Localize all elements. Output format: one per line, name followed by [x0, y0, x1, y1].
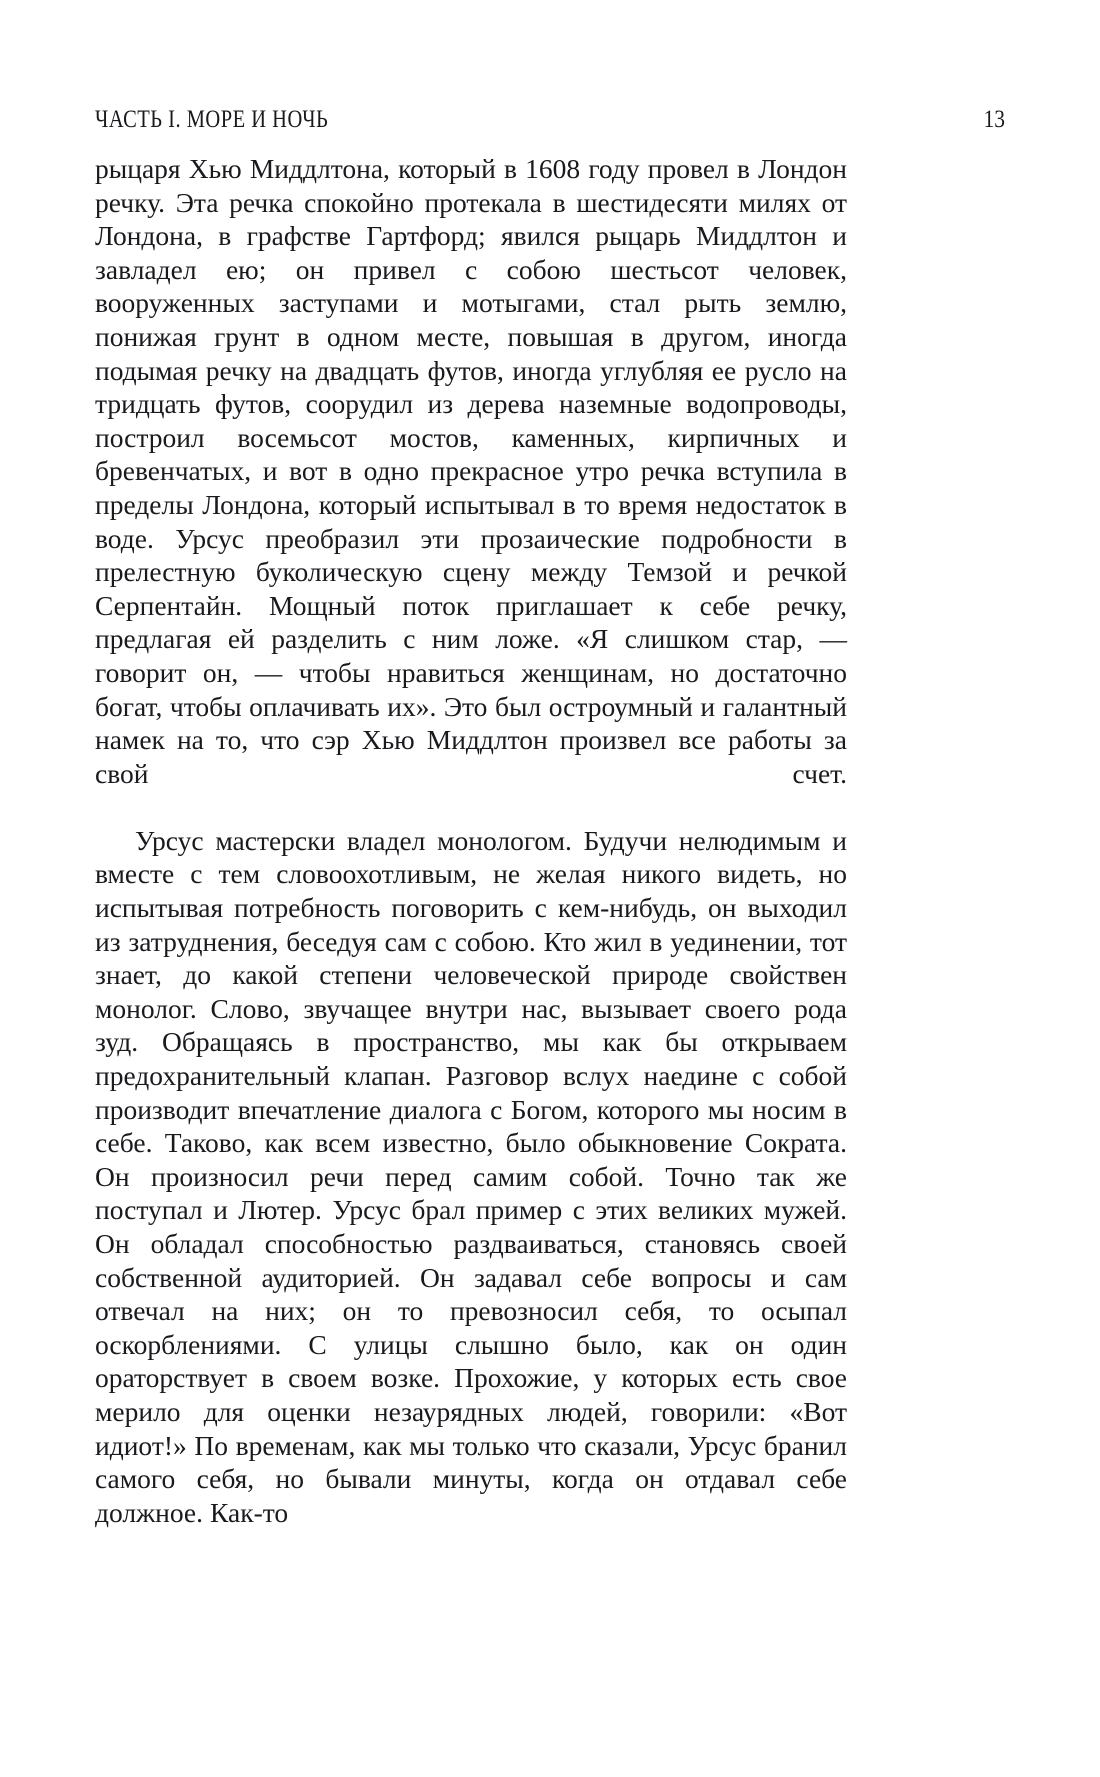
running-head	[95, 105, 1005, 139]
paragraph-ursus-monologue: Урсус мастерски владел монологом. Будучи нелюдимым и вместе с тем словоохотливым, не желая никого видеть, но испытывая потребность поговорить с кем-нибудь, он выходил из затруднения, беседуя сам с собою. Кто жил в уединении, тот знает, до какой степени человеческой природе свойствен монолог. Слово, звучащее внутри нас, вызывает своего рода зуд. Обращаясь в пространство, мы как бы открываем предохранительный клапан. Разговор вслух наедине с собой производит впечатление диалога с Богом, которого мы носим в себе. Таково, как всем известно, было обыкновение Сократа. Он произносил речи перед самим собой. Точно так же поступал и Лютер. Урсус брал пример с этих великих мужей. Он обладал способностью раздваиваться, становясь своей собственной аудиторией. Он задавал себе вопросы и сам отвечал на них; он то превозносил себя, то осыпал оскорблениями. С улицы слышно было, как он один ораторствует в своем возке. Прохожие, у которых есть свое мерило для оценки незаурядных людей, говорили: «Вот идиот!» По временам, как мы только что сказали, Урсус бранил самого себя, но бывали минуты, когда он отдавал себе должное. Как-то	[95, 824, 847, 1528]
body-text	[95, 152, 847, 1529]
paragraph-continued: рыцаря Хью Миддлтона, который в 1608 году провел в Лондон речку. Эта речка спокойно протекала в шестидесяти милях от Лондона, в графстве Гартфорд; явился рыцарь Миддлтон и завладел ею; он привел с собою шестьсот человек, вооруженных заступами и мотыгами, стал рыть землю, понижая грунт в одном месте, повышая в другом, иногда подымая речку на двадцать футов, иногда углубляя ее русло на тридцать футов, соорудил из дерева наземные водопроводы, построил восемьсот мостов, каменных, кирпичных и бревенчатых, и вот в одно прекрасное утро речка вступила в пределы Лондона, который испытывал в то время недостаток в воде. Урсус преобразил эти прозаические подробности в прелестную буколическую сцену между Темзой и речкой Серпентайн. Мощный поток приглашает к себе речку, предлагая ей разделить с ним ложе. «Я слишком стар, — говорит он, — чтобы нравиться женщинам, но достаточно богат, чтобы оплачивать их». Это был остроумный и галантный намек на то, что сэр Хью Миддлтон произвел все работы за свой счет.	[95, 153, 847, 789]
running-head-title: ЧАСТЬ I. МОРЕ И НОЧЬ	[95, 106, 329, 133]
page-number: 13	[983, 106, 1005, 133]
